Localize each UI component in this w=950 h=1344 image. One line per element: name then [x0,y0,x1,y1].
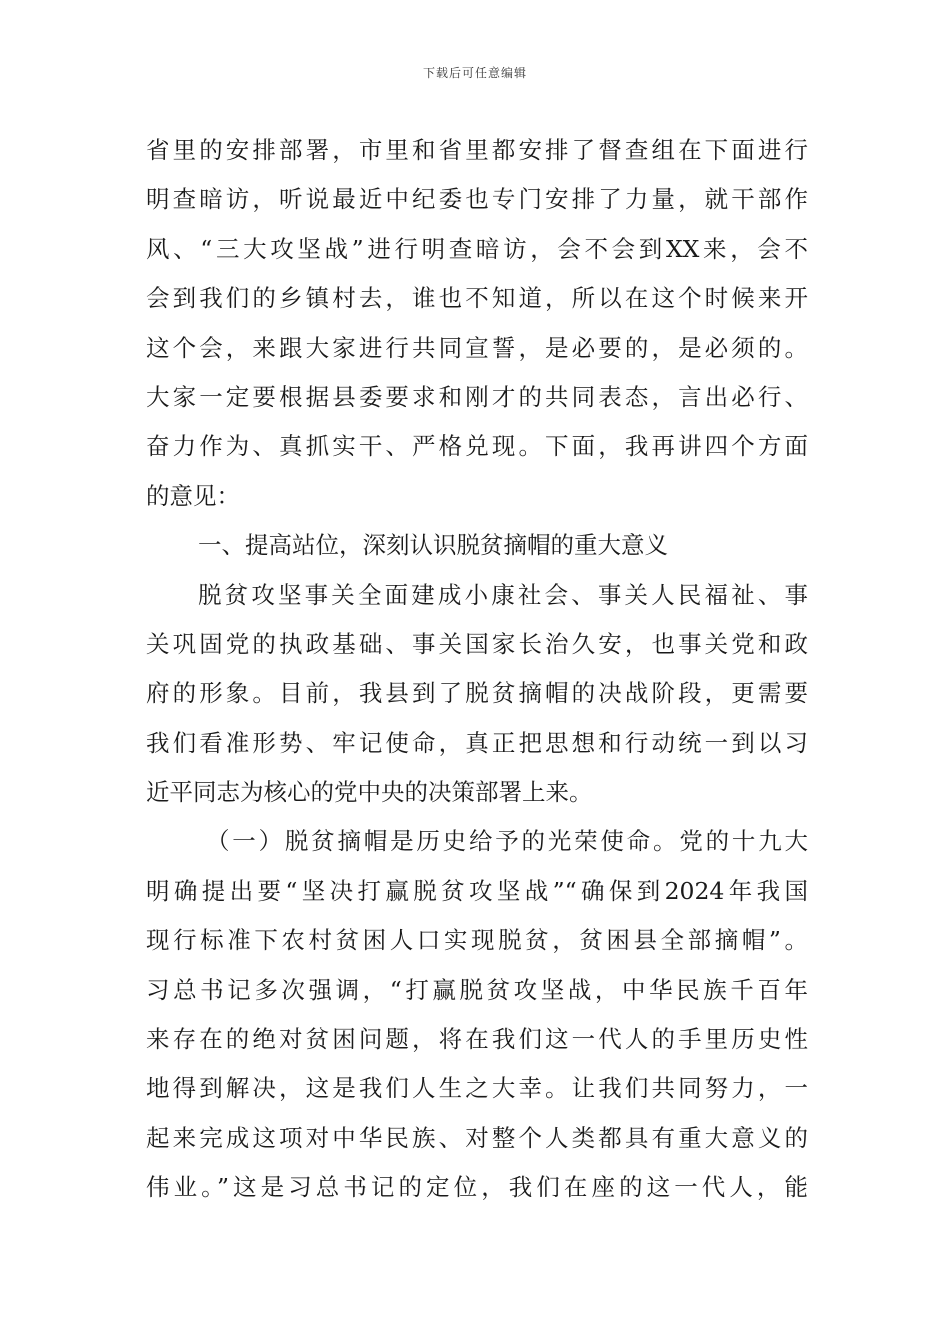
text-line: 明确提出要“坚决打赢脱贫攻坚战”“确保到2024年我国 [146,876,808,905]
text-line: 我们看准形势、牢记使命，真正把思想和行动统一到以习 [146,728,808,757]
text-line: 大家一定要根据县委要求和刚才的共同表态，言出必行、 [146,382,808,411]
text-line: 这个会，来跟大家进行共同宣誓，是必要的，是必须的。 [146,333,808,362]
text-line: 伟业。”这是习总书记的定位，我们在座的这一代人，能 [146,1173,808,1202]
subsection-heading: （一）脱贫摘帽是历史给予的光荣使命。党的十九大 [206,827,808,856]
text-line: 来存在的绝对贫困问题，将在我们这一代人的手里历史性 [146,1025,808,1054]
text-line: 风、“三大攻坚战”进行明查暗访，会不会到XX来，会不 [146,234,808,263]
text-line: 习总书记多次强调，“打赢脱贫攻坚战，中华民族千百年 [146,975,808,1004]
section-heading: 一、提高站位，深刻认识脱贫摘帽的重大意义 [198,531,668,560]
text-line: 近平同志为核心的党中央的决策部署上来。 [146,778,593,807]
text-line: 会到我们的乡镇村去，谁也不知道，所以在这个时候来开 [146,284,808,313]
text-line: 府的形象。目前，我县到了脱贫摘帽的决战阶段，更需要 [146,679,808,708]
text-line: 现行标准下农村贫困人口实现脱贫，贫困县全部摘帽”。 [146,926,808,955]
text-line: 关巩固党的执政基础、事关国家长治久安，也事关党和政 [146,629,808,658]
body-text [146,126,808,1213]
text-line: 奋力作为、真抓实干、严格兑现。下面，我再讲四个方面 [146,432,808,461]
page-header: 下载后可任意编辑 [422,66,527,80]
text-line: 地得到解决，这是我们人生之大幸。让我们共同努力，一 [146,1074,808,1103]
text-line: 省里的安排部署，市里和省里都安排了督查组在下面进行 [146,136,808,164]
text-line: 明查暗访，听说最近中纪委也专门安排了力量，就干部作 [146,185,808,214]
text-line: 的意见： [146,481,240,510]
text-line: 脱贫攻坚事关全面建成小康社会、事关人民福祉、事 [198,580,808,609]
text-line: 起来完成这项对中华民族、对整个人类都具有重大意义的 [146,1123,808,1152]
